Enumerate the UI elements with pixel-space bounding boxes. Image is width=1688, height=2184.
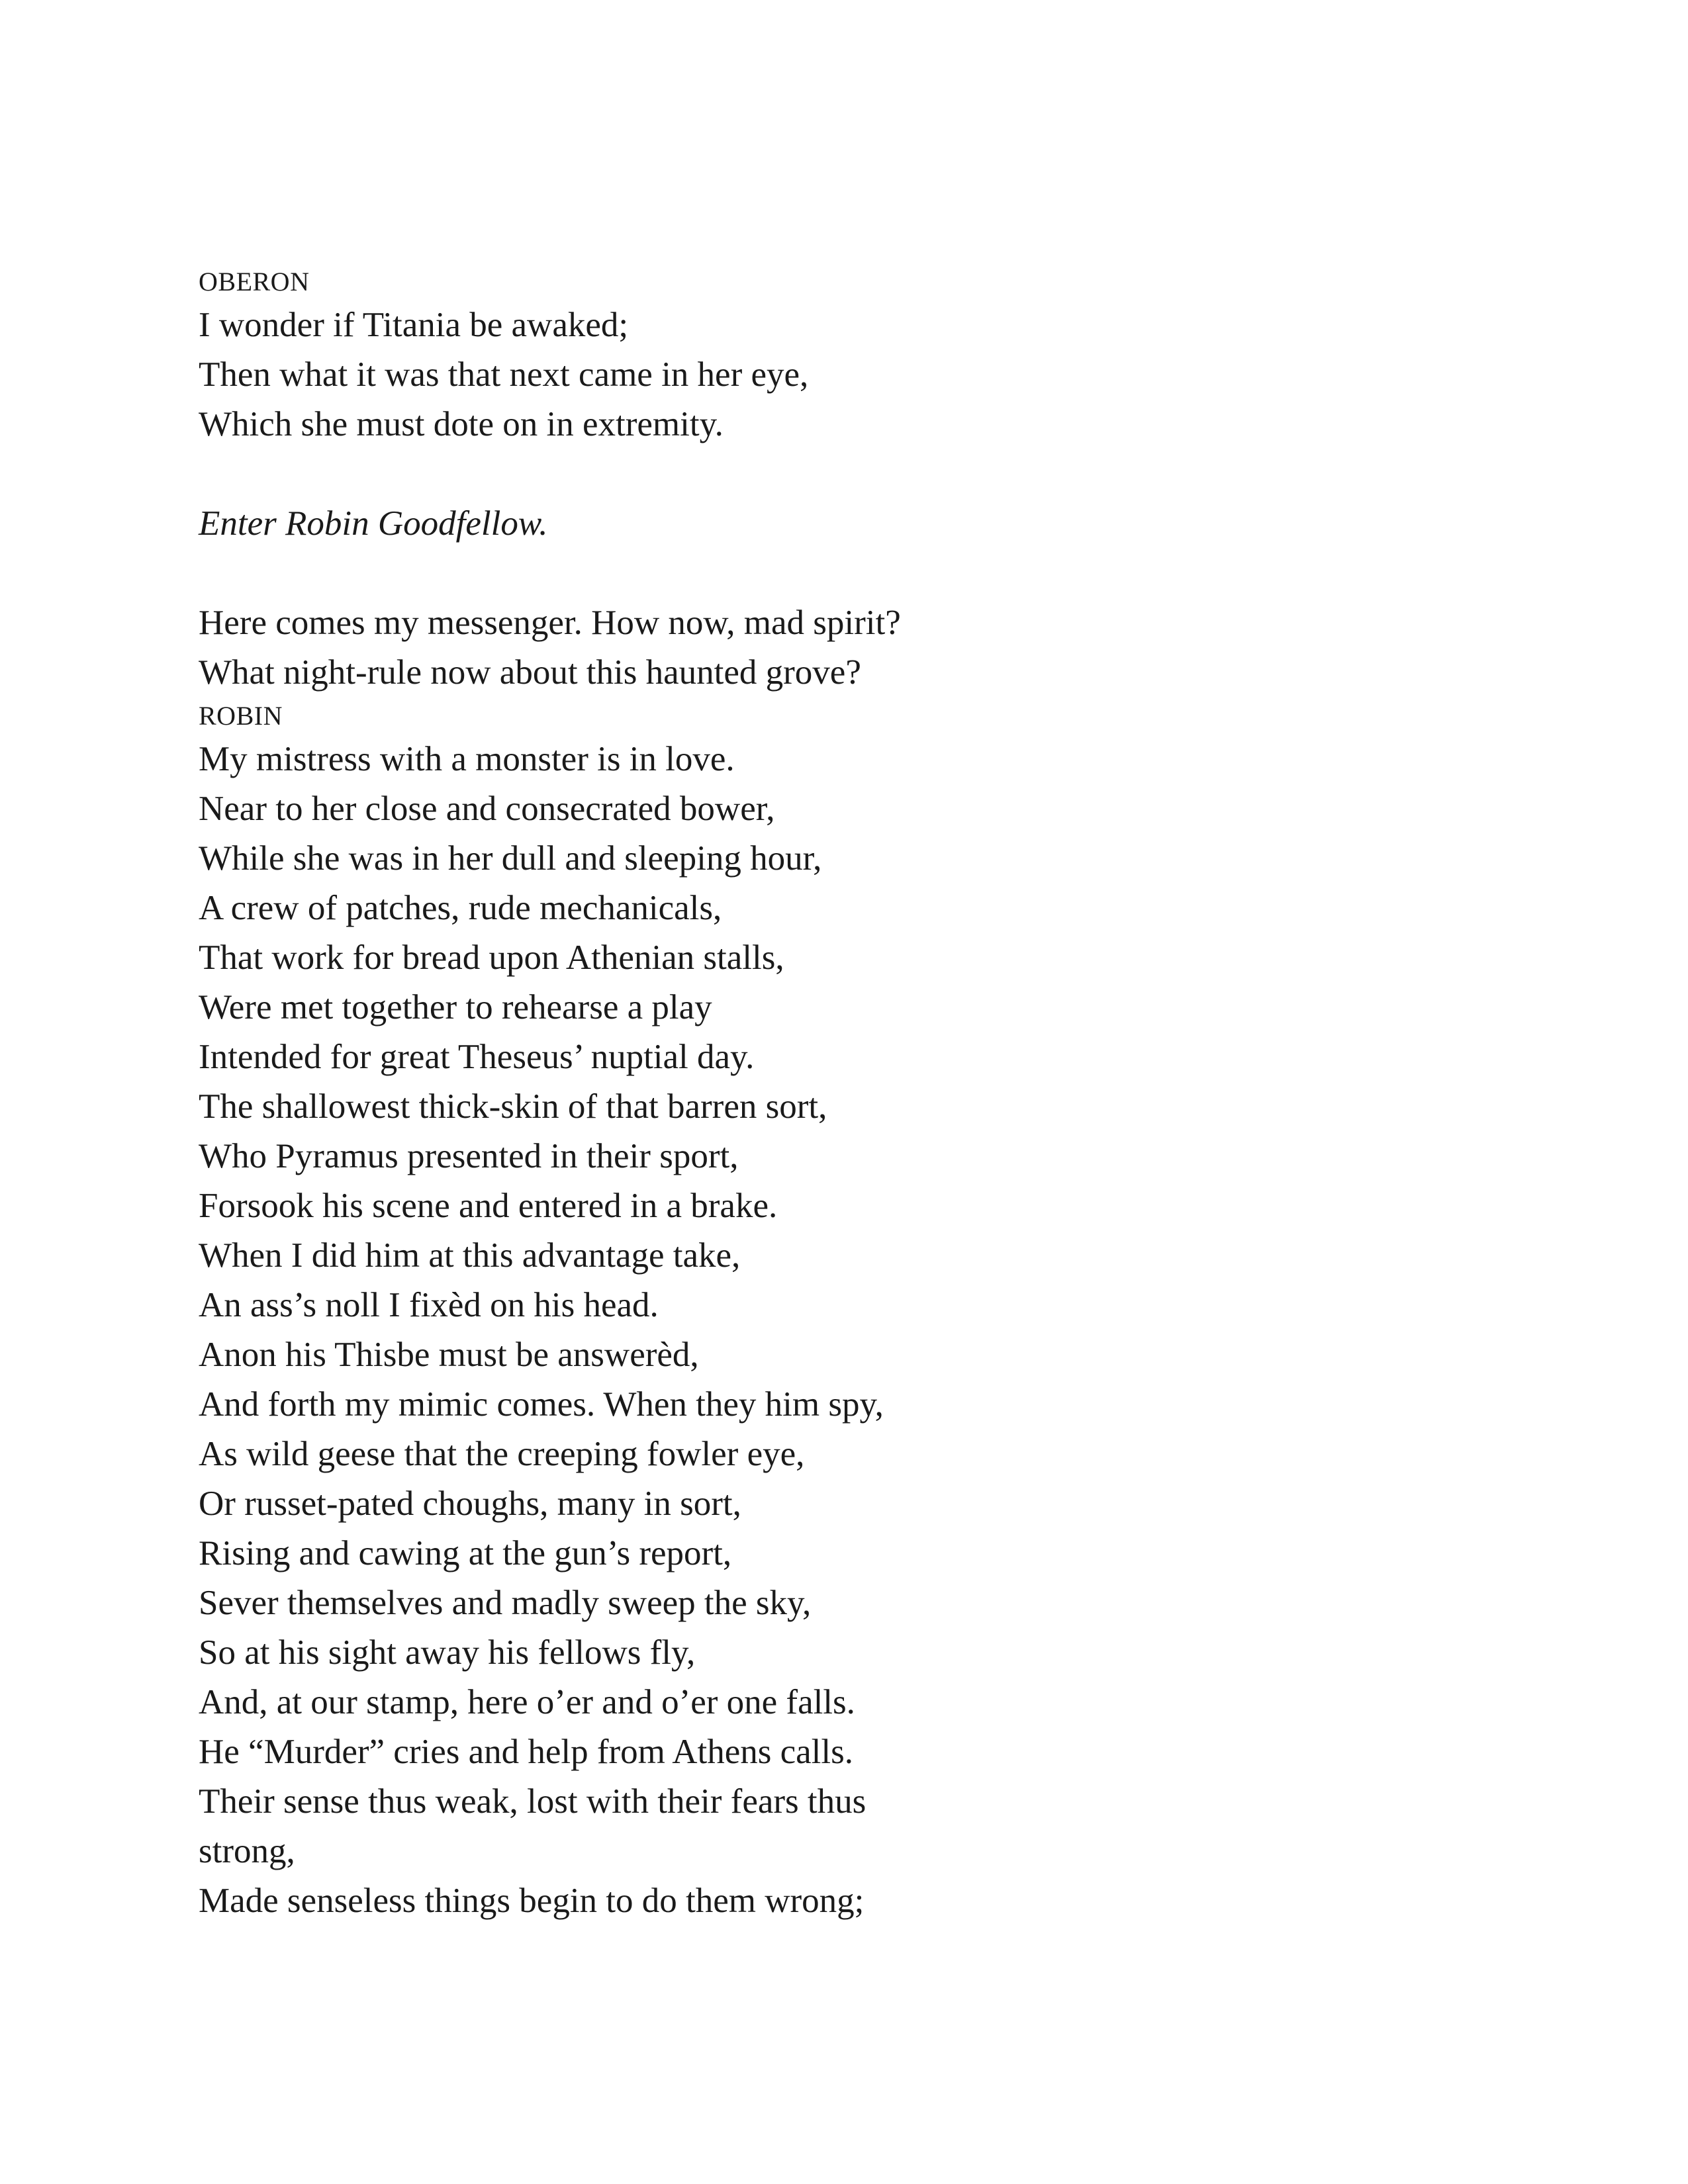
verse-line: And forth my mimic comes. When they him spy, <box>199 1385 884 1424</box>
verse-line: That work for bread upon Athenian stalls, <box>199 938 784 977</box>
verse-line: Were met together to rehearse a play <box>199 988 712 1026</box>
verse-line: Anon his Thisbe must be answerèd, <box>199 1336 699 1374</box>
verse-line: Forsook his scene and entered in a brake. <box>199 1187 778 1225</box>
verse-line: Or russet-pated choughs, many in sort, <box>199 1484 741 1523</box>
verse-line: I wonder if Titania be awaked; <box>199 306 629 344</box>
verse-line: Intended for great Theseus’ nuptial day. <box>199 1038 755 1076</box>
verse-line: An ass’s noll I fixèd on his head. <box>199 1286 659 1324</box>
verse-line: A crew of patches, rude mechanicals, <box>199 889 722 927</box>
speaker-robin: ROBIN <box>199 701 283 731</box>
verse-line: He “Murder” cries and help from Athens calls. <box>199 1733 853 1771</box>
verse-line: When I did him at this advantage take, <box>199 1236 741 1275</box>
verse-line: As wild geese that the creeping fowler eye, <box>199 1435 805 1473</box>
verse-line: Their sense thus weak, lost with their fears thus <box>199 1782 867 1821</box>
verse-line: Here comes my messenger. How now, mad spirit? <box>199 604 901 642</box>
spacer <box>199 549 1456 598</box>
verse-line: Which she must dote on in extremity. <box>199 405 724 443</box>
verse-line: Then what it was that next came in her eye, <box>199 355 809 394</box>
verse-line: strong, <box>199 1832 295 1870</box>
verse-line: So at his sight away his fellows fly, <box>199 1633 696 1672</box>
verse-line: My mistress with a monster is in love. <box>199 740 735 778</box>
spacer <box>199 449 1456 499</box>
verse-line: What night-rule now about this haunted grove? <box>199 653 861 692</box>
speaker-oberon: OBERON <box>199 267 310 296</box>
verse-line: Near to her close and consecrated bower, <box>199 790 775 828</box>
verse-line: Made senseless things begin to do them wrong; <box>199 1882 865 1920</box>
script-page <box>199 263 1456 1926</box>
verse-line: While she was in her dull and sleeping hour, <box>199 839 822 878</box>
verse-line: And, at our stamp, here o’er and o’er one falls. <box>199 1683 855 1721</box>
verse-line: Sever themselves and madly sweep the sky, <box>199 1584 812 1622</box>
verse-line: Who Pyramus presented in their sport, <box>199 1137 739 1175</box>
stage-direction: Enter Robin Goodfellow. <box>199 504 548 543</box>
verse-line: Rising and cawing at the gun’s report, <box>199 1534 732 1572</box>
verse-line: The shallowest thick-skin of that barren sort, <box>199 1087 827 1126</box>
